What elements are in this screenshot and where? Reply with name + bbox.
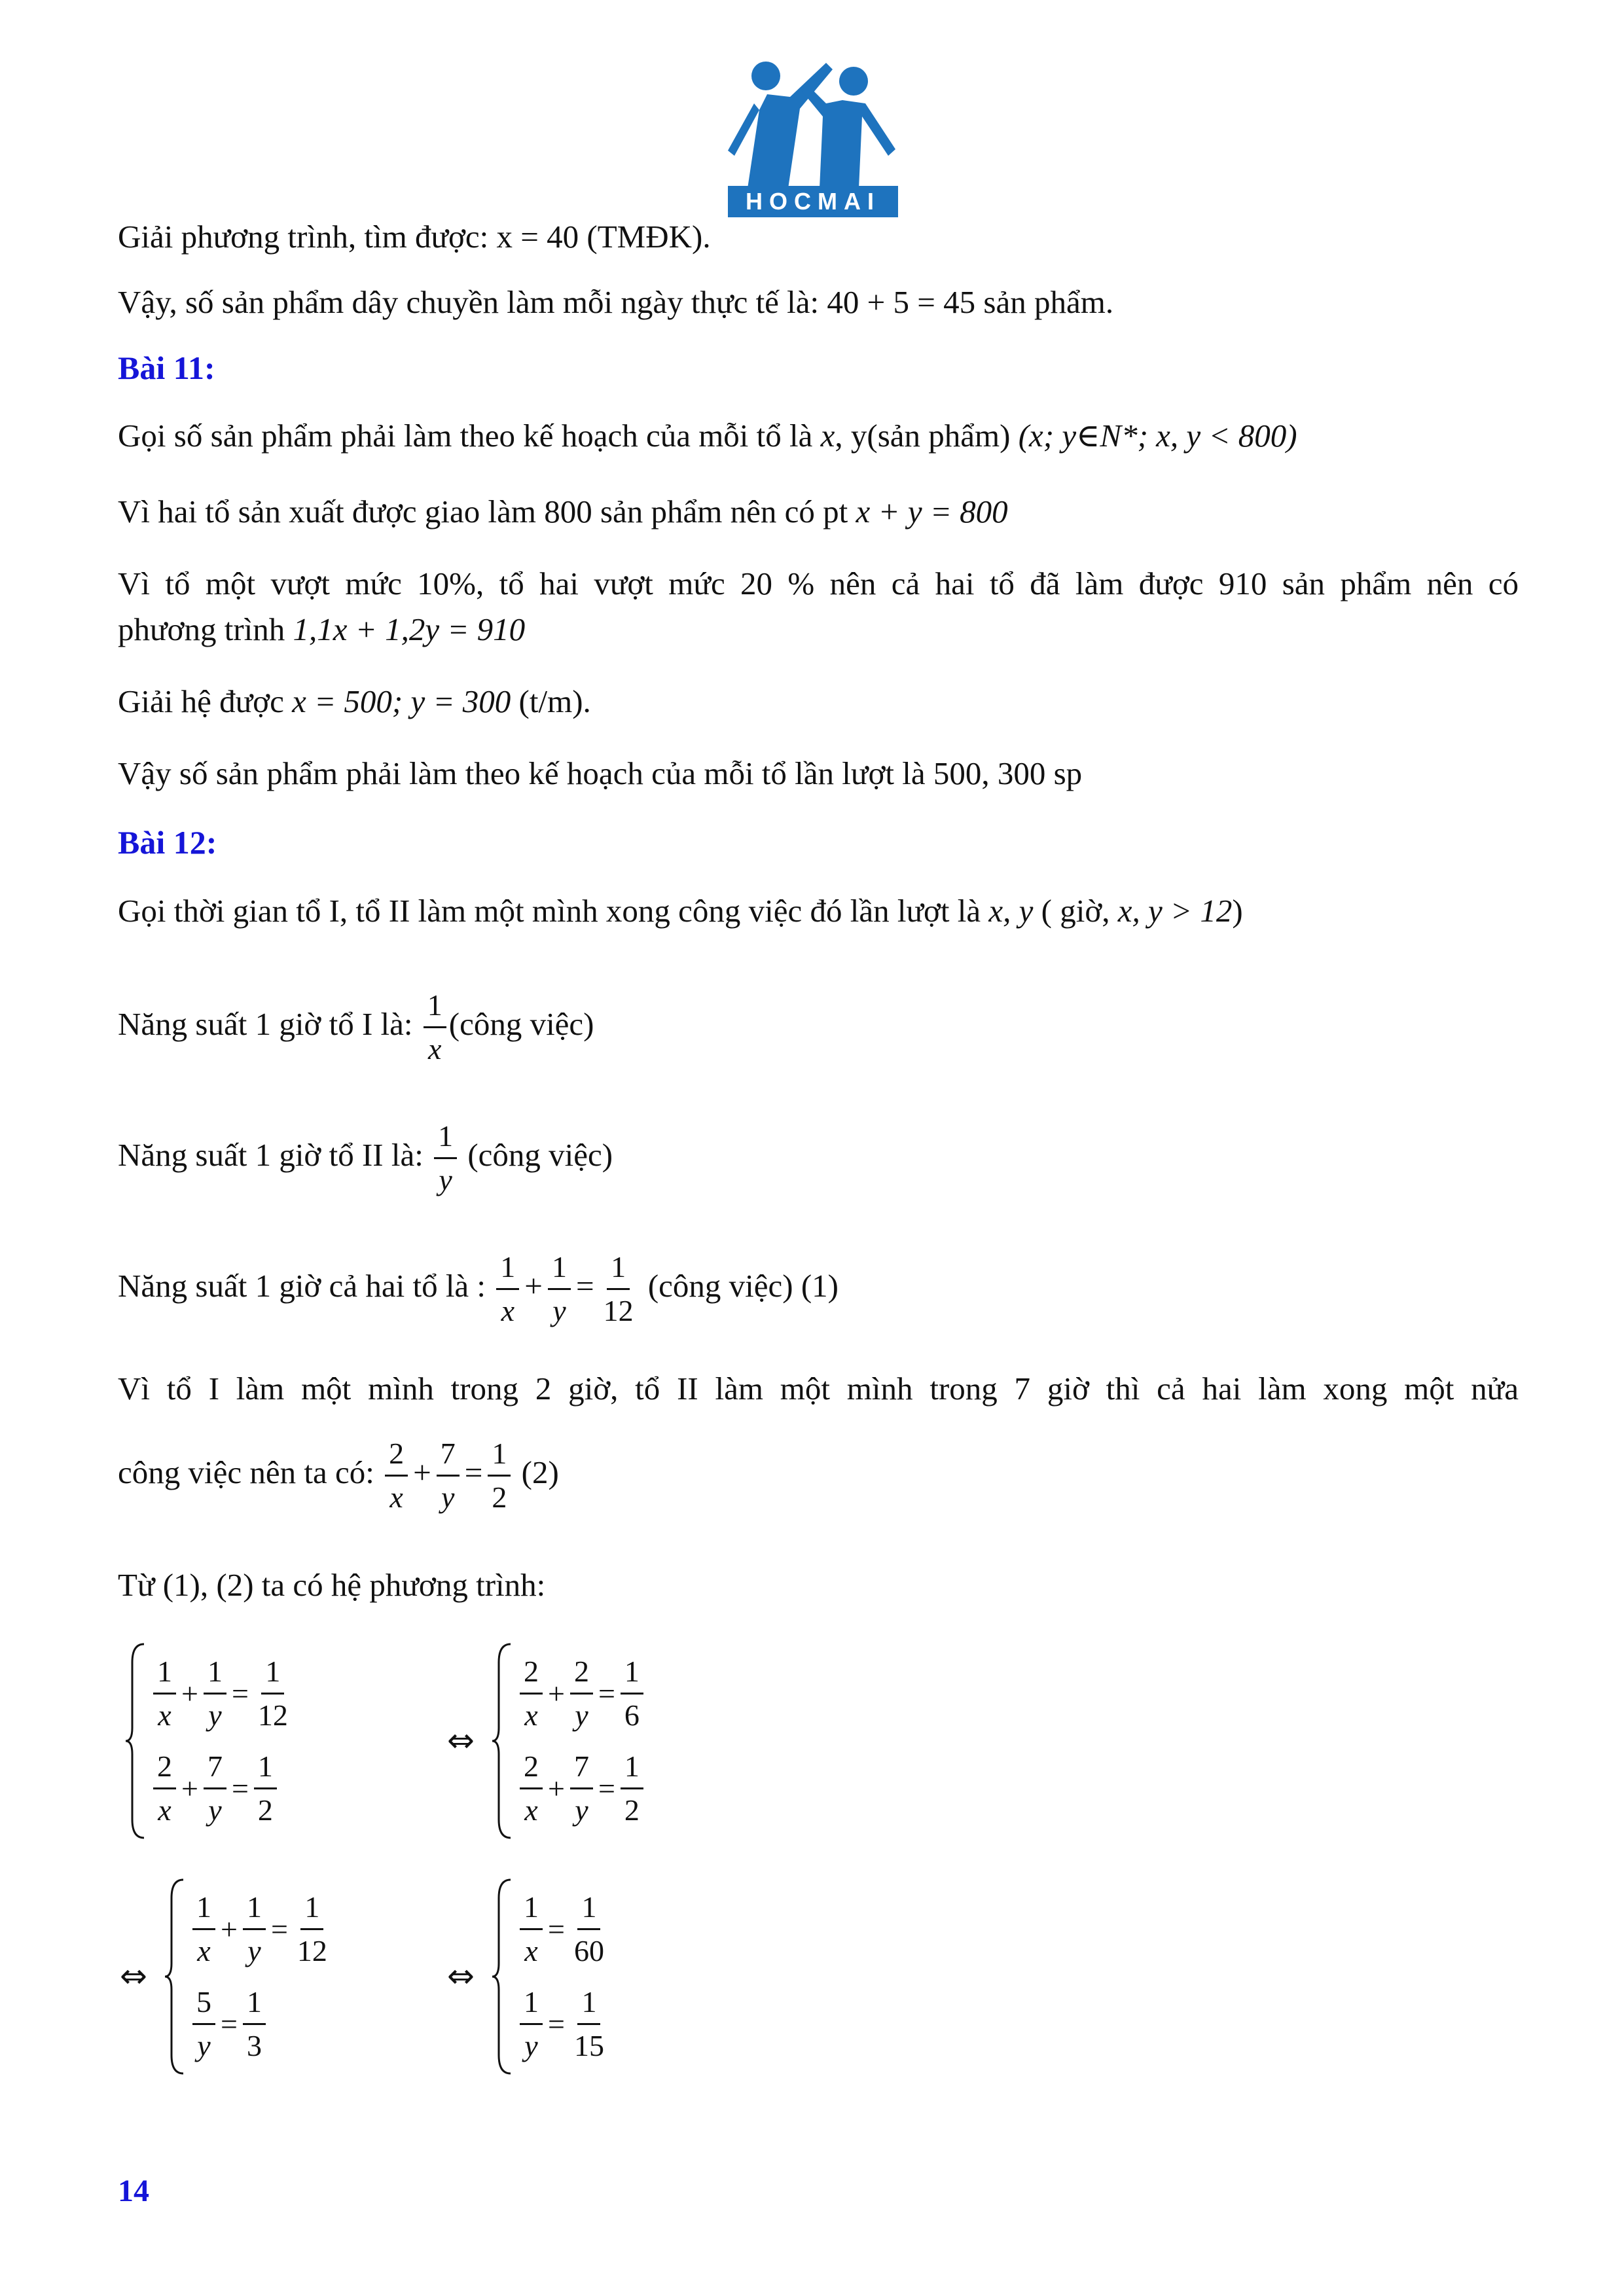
system-4 xyxy=(491,1878,611,2075)
fraction-1-2: $\frac{1}{2}$ xyxy=(488,1435,511,1516)
system-1-row-1: $\frac{1}{x}$ + $\frac{1}{y}$ = $\frac{1}{12}$ xyxy=(151,1653,295,1734)
equation-percent: 1,1x + 1,2y = 910 xyxy=(293,611,526,647)
text-line-1: Giải phương trình, tìm được: x = 40 (TMĐK). xyxy=(118,219,711,255)
system-1-row-2: $\frac{2}{x}$ + $\frac{7}{y}$ = $\frac{1}{2}$ xyxy=(151,1748,295,1829)
text-line-5: Vì tổ một vượt mức 10%, tổ hai vượt mức 20 % nên cả hai tổ đã làm được 910 sản phẩm nên có xyxy=(118,565,1519,601)
fraction-2-x: $\frac{2}{x}$ xyxy=(385,1435,408,1516)
var-x: x xyxy=(820,418,835,454)
equivalence-symbol: ⇔ xyxy=(447,1957,475,1995)
text-line-12b: (công việc) (1) xyxy=(647,1268,839,1304)
text-line-9e: ) xyxy=(1232,893,1243,929)
system-4-row-1: $\frac{1}{x}$ = $\frac{1}{60}$ xyxy=(517,1889,611,1969)
text-line-12: Năng suất 1 giờ cả hai tổ là : $\frac{1}{x}$ + $\frac{1}{y}$ = $\frac{1}{12}$ (công việc) (1) xyxy=(118,1244,1519,1329)
system-2 xyxy=(491,1643,646,1839)
brace-icon xyxy=(491,1643,513,1839)
text-line-3 xyxy=(118,415,1519,457)
text-line-10 xyxy=(118,982,1519,1067)
logo-text: HOCMAI xyxy=(746,188,880,215)
text-line-14a: công việc nên ta có: xyxy=(118,1454,374,1490)
text-line-8: Vậy số sản phẩm phải làm theo kế hoạch của mỗi tổ lần lượt là 500, 300 sp xyxy=(118,755,1083,791)
text-line-9a: Gọi thời gian tổ I, tổ II làm một mình xong công việc đó lần lượt là xyxy=(118,893,981,929)
fraction-7-y: $\frac{7}{y}$ xyxy=(437,1435,460,1516)
text-line-11 xyxy=(118,1113,1519,1198)
fraction-1-x: $\frac{1}{x}$ xyxy=(424,987,446,1067)
text-line-3a: Gọi số sản phẩm phải làm theo kế hoạch của mỗi tổ là xyxy=(118,418,813,454)
equivalence-symbol: ⇔ xyxy=(120,1957,147,1995)
fraction-1-12: $\frac{1}{12}$ xyxy=(603,1250,634,1328)
text-line-4a: Vì hai tổ sản xuất được giao làm 800 sản phẩm nên có pt xyxy=(118,493,848,529)
fraction-1-y: $\frac{1}{y}$ xyxy=(548,1249,571,1329)
text-line-10b: (công việc) xyxy=(448,1006,594,1042)
text-line-13: Vì tổ I làm một mình trong 2 giờ, tổ II làm một mình trong 7 giờ thì cả hai làm xong một nửa xyxy=(118,1371,1519,1407)
page-number: 14 xyxy=(118,2174,149,2208)
text-line-11a: Năng suất 1 giờ tổ II là: xyxy=(118,1137,424,1173)
text-line-6a: phương trình xyxy=(118,611,285,647)
system-2-row-1: $\frac{2}{x}$ + $\frac{2}{y}$ = $\frac{1}{6}$ xyxy=(517,1653,646,1734)
text-line-15: Từ (1), (2) ta có hệ phương trình: xyxy=(118,1567,546,1603)
text-line-10a: Năng suất 1 giờ tổ I là: xyxy=(118,1006,413,1042)
vars-xy: x, y xyxy=(988,893,1034,929)
text-line-4 xyxy=(118,491,1519,533)
solution-xy: x = 500; y = 300 xyxy=(292,683,511,719)
equation-sum: x + y = 800 xyxy=(856,493,1008,529)
system-3-row-1: $\frac{1}{x}$ + $\frac{1}{y}$ = $\frac{1}{12}$ xyxy=(190,1889,334,1969)
system-4-row-2: $\frac{1}{y}$ = $\frac{1}{15}$ xyxy=(517,1984,611,2064)
text-line-14: công việc nên ta có: $\frac{2}{x}$ + $\frac{7}{y}$ = $\frac{1}{2}$ (2) xyxy=(118,1430,1519,1516)
text-line-9 xyxy=(118,890,1519,932)
system-2-row-2: $\frac{2}{x}$ + $\frac{7}{y}$ = $\frac{1}{2}$ xyxy=(517,1748,646,1829)
hocmai-logo-figures xyxy=(728,58,898,218)
text-line-6 xyxy=(118,609,1519,651)
text-line-2: Vậy, số sản phẩm dây chuyền làm mỗi ngày thực tế là: 40 + 5 = 45 sản phẩm. xyxy=(118,284,1114,320)
heading-bai-12: Bài 12: xyxy=(118,824,217,861)
system-1 xyxy=(124,1643,295,1839)
fraction-1-x: $\frac{1}{x}$ xyxy=(496,1249,519,1329)
condition-gt-12: x, y > 12 xyxy=(1117,893,1233,929)
heading-bai-11: Bài 11: xyxy=(118,350,215,386)
text-line-7 xyxy=(118,681,1519,723)
text-line-7a: Giải hệ được xyxy=(118,683,284,719)
text-line-3c: , y(sản phẩm) xyxy=(835,418,1011,454)
text-line-12a: Năng suất 1 giờ cả hai tổ là : xyxy=(118,1268,486,1304)
condition-xy: (x; y∈N*; x, y < 800) xyxy=(1018,418,1297,454)
equivalence-symbol: ⇔ xyxy=(447,1721,475,1759)
text-line-9c: ( giờ, xyxy=(1041,893,1110,929)
hocmai-logo xyxy=(728,58,898,218)
brace-icon xyxy=(164,1878,186,2075)
brace-icon xyxy=(124,1643,147,1839)
text-line-14b: (2) xyxy=(521,1454,559,1490)
text-line-7c: (t/m). xyxy=(518,683,591,719)
text-line-11b: (công việc) xyxy=(467,1137,613,1173)
system-3 xyxy=(164,1878,334,2075)
brace-icon xyxy=(491,1878,513,2075)
system-3-row-2: $\frac{5}{y}$ = $\frac{1}{3}$ xyxy=(190,1984,334,2064)
fraction-1-y: $\frac{1}{y}$ xyxy=(434,1118,457,1198)
